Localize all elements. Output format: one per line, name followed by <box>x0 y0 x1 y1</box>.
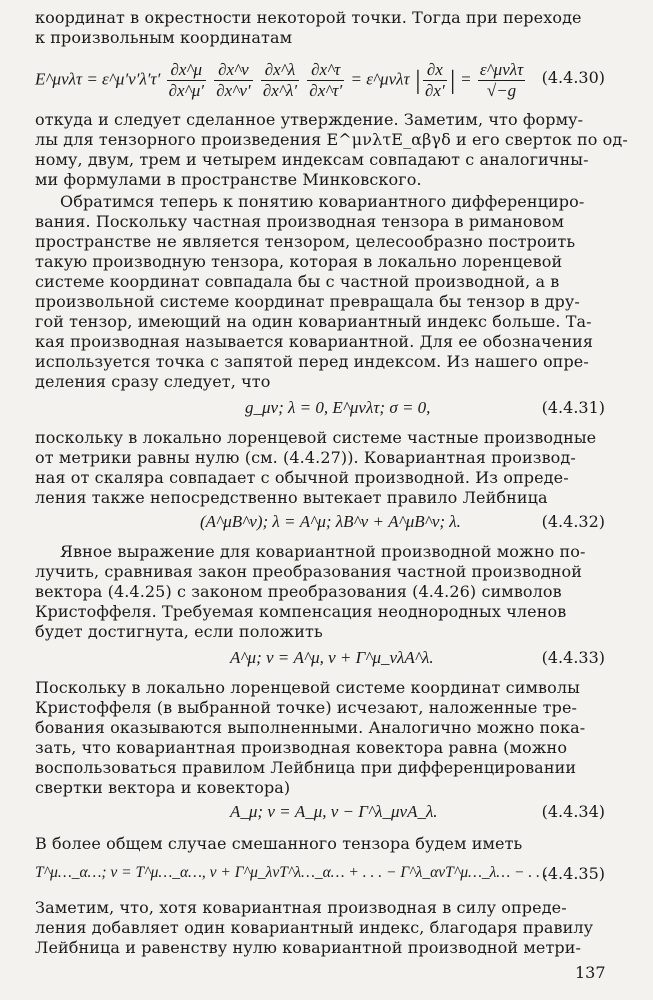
equation-4-4-30 <box>35 50 605 106</box>
text-line: пространстве не является тензором, целесообразно построить <box>35 232 576 251</box>
text-line: Поскольку в локально лоренцевой системе координат символы <box>35 678 580 697</box>
text-line: Кристоффеля. Требуемая компенсация неоднородных членов <box>35 602 567 621</box>
text-line: вектора (4.4.25) с законом преобразования (4.4.26) символов <box>35 582 562 601</box>
text-line: Заметим, что, хотя ковариантная производная в силу опреде- <box>35 898 567 917</box>
text-line: зать, что ковариантная производная ковектора равна (можно <box>35 738 568 757</box>
equation-body: T^μ…_α…; ν = T^μ…_α…, ν + Γ^μ_λνT^λ…_α… + . . . − Γ^λ_ανT^μ…_λ… − . . . <box>35 864 548 881</box>
text-line: будет достигнута, если положить <box>35 622 323 641</box>
abs-bar-right: | <box>448 65 456 95</box>
text-line: Обратимся теперь к понятию ковариантного дифференциро- <box>60 192 585 211</box>
text-line: системе координат совпадала бы с частной производной, а в <box>35 272 560 291</box>
text-line: лы для тензорного произведения E^μνλτE_αβγδ и его сверток по од- <box>35 130 628 149</box>
text-line: ному, двум, трем и четырем индексам совпадают с аналогичны- <box>35 150 589 169</box>
text-line: поскольку в локально лоренцевой системе частные производные <box>35 428 597 447</box>
text-line: Лейбница и равенству нулю ковариантной производной метри- <box>35 938 582 957</box>
text-line: к произвольным координатам <box>35 28 293 47</box>
page-number: 137 <box>575 963 606 982</box>
text-line: такую производную тензора, которая в локально лоренцевой <box>35 252 563 271</box>
text-line: лучить, сравнивая закон преобразования частной производной <box>35 562 583 581</box>
equation-number: (4.4.32) <box>541 512 605 531</box>
text-line: ления добавляет один ковариантный индекс, благодаря правилу <box>35 918 594 937</box>
text-line: откуда и следует сделанное утверждение. Заметим, что форму- <box>35 110 584 129</box>
equation-number: (4.4.33) <box>541 648 605 667</box>
jacobian-fraction: $\frac{\partial x}{\partial x'}$ <box>425 60 445 100</box>
fraction: $\frac{\partial x\^{}\nu}{\partial x\^{}\nu'}$ <box>216 60 251 100</box>
eq30-equals: = <box>460 69 472 89</box>
eq30-lhs: E^μνλτ = ε^μ′ν′λ′τ′ <box>35 69 161 89</box>
text-line: Кристоффеля (в выбранной точке) исчезают, наложенные тре- <box>35 698 578 717</box>
fraction: $\frac{\partial x\^{}\mu}{\partial x\^{}\mu'}$ <box>168 60 204 100</box>
text-line: деления сразу следует, что <box>35 372 271 391</box>
equation-body: A^μ; ν = A^μ, ν + Γ^μ_νλA^λ. <box>230 648 434 667</box>
equation-body: g_μν; λ = 0, E^μνλτ; σ = 0, <box>245 398 431 417</box>
text-line: свертки вектора и ковектора) <box>35 778 291 797</box>
fraction: $\frac{\text{ε\textasciicircum{}μνλτ}}{√-g}$ <box>479 60 524 100</box>
text-line: воспользоваться правилом Лейбница при дифференцировании <box>35 758 577 777</box>
text-line: ления также непосредственно вытекает правило Лейбница <box>35 488 548 507</box>
text-line: вания. Поскольку частная производная тензора в римановом <box>35 212 564 231</box>
text-line: Явное выражение для ковариантной производной можно по- <box>60 542 586 561</box>
text-line: гой тензор, имеющий на один ковариантный индекс больше. Та- <box>35 312 592 331</box>
eq30-mid: = ε^μνλτ <box>350 69 410 89</box>
fraction: $\frac{\partial x\^{}\tau}{\partial x\^{}\tau'}$ <box>309 60 343 100</box>
text-line: В более общем случае смешанного тензора будем иметь <box>35 834 523 853</box>
equation-number: (4.4.30) <box>541 68 605 87</box>
equation-number: (4.4.31) <box>541 398 605 417</box>
text-line: координат в окрестности некоторой точки. Тогда при переходе <box>35 8 582 27</box>
equation-body: A_μ; ν = A_μ, ν − Γ^λ_μνA_λ. <box>230 802 438 821</box>
text-line: от метрики равны нулю (см. (4.4.27)). Ковариантная производ- <box>35 448 576 467</box>
text-line: используется точка с запятой перед индексом. Из нашего опре- <box>35 352 589 371</box>
text-line: ная от скаляра совпадает с обычной производной. Из опреде- <box>35 468 569 487</box>
text-line: бования оказываются выполненными. Аналогично можно пока- <box>35 718 586 737</box>
abs-bar-left: | <box>413 65 421 95</box>
equation-body: (A^μB^ν); λ = A^μ; λB^ν + A^μB^ν; λ. <box>200 512 461 531</box>
text-line: ми формулами в пространстве Минковского. <box>35 170 422 189</box>
text-line: кая производная называется ковариантной. Для ее обозначения <box>35 332 594 351</box>
equation-number: (4.4.35) <box>541 864 605 883</box>
fraction: $\frac{\partial x\^{}\lambda}{\partial x\^{}\lambda'}$ <box>262 60 298 100</box>
text-line: произвольной системе координат превращала бы тензор в дру- <box>35 292 580 311</box>
equation-number: (4.4.34) <box>541 802 605 821</box>
